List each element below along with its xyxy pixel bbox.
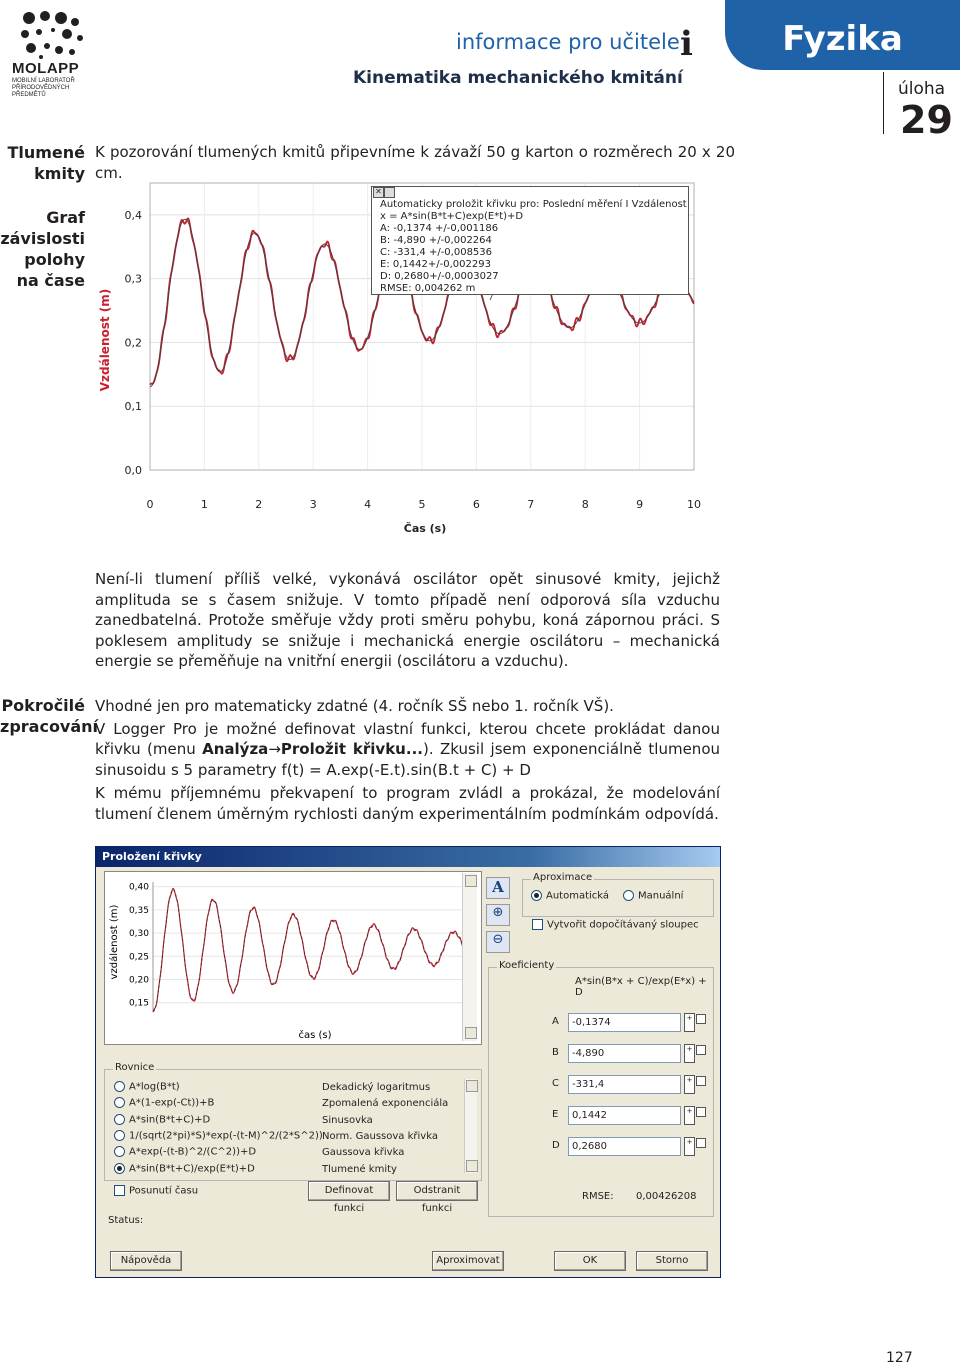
- paragraph-tlumeni: Není-li tlumení příliš velké, vykonává oscilátor opět sinusové kmity, jejichž amplituda se s časem snižuje. V tomto případě není odporová síla vzduchu zanedbatelná. Protože směřuje vždy proti směru pohybu, koná zápornou práci. S poklesem amplitudy se snižuje i mechanická energie oscilátoru – mechanická energie se přeměňuje na vnitřní energii (oscilátoru a vzduchu).: [95, 570, 720, 670]
- equation-radio-icon[interactable]: [114, 1146, 125, 1157]
- define-function-button[interactable]: Definovat funkci: [308, 1181, 390, 1201]
- dialog-titlebar: [96, 847, 720, 867]
- equation-name: Norm. Gaussova křivka: [322, 1130, 438, 1142]
- fit-box-lines: Automaticky proložit křivku pro: Poslední měření I Vzdálenost x = A*sin(B*t+C)exp(E*t)+D A: -0,1374 +/-0,001186 B: -4,890 +/-0,002264 C: -331,4 +/-0,008536 E: 0,1442+/-0,002293 D: 0,2680+/-0,0003027 RMSE: 0,004262 m: [380, 199, 687, 294]
- menu-analyza: Analýza: [202, 740, 269, 758]
- mini-fit-series: [153, 890, 465, 1012]
- coef-lock-icon[interactable]: [696, 1107, 706, 1117]
- x-tick-label: 9: [636, 498, 644, 511]
- radio-manual-icon[interactable]: [623, 890, 634, 901]
- coef-stepper-icon[interactable]: +: [684, 1106, 695, 1125]
- equation-option[interactable]: [114, 1097, 214, 1109]
- adv-logger-text: V Logger Pro je možné definovat vlastní funkci, kterou chcete prokládat danou křivku (menu Analýza→Proložit křivku...). Zkusil jsem exponenciálně tlumenou sinusoidu s 5 parametry f(t) = A.exp(-E.t).sin(B.t + C) + D: [95, 719, 721, 779]
- y-tick-label: 0,2: [124, 336, 142, 350]
- x-tick-label: 0: [146, 498, 154, 511]
- mini-graph: [104, 871, 482, 1045]
- section-pokrocile: Pokročilé zpracování: [0, 696, 99, 736]
- posunuti-checkbox[interactable]: Posunutí času: [114, 1185, 198, 1197]
- header-title: Kinematika mechanického kmitání: [353, 68, 683, 88]
- mini-y-tick-label: 0,35: [128, 905, 149, 916]
- mini-y-tick-label: 0,30: [128, 929, 149, 940]
- equation-scrollbar[interactable]: [464, 1079, 477, 1173]
- equation-option[interactable]: [114, 1163, 255, 1175]
- y-tick-label: 0,1: [124, 400, 142, 414]
- x-tick-label: 5: [418, 498, 426, 511]
- uloha-divider: [883, 72, 884, 134]
- minimize-icon[interactable]: [384, 187, 395, 198]
- tool-icons: [486, 877, 512, 957]
- equation-formula: A*sin(B*t+C)+D: [129, 1114, 211, 1126]
- x-tick-label: 3: [309, 498, 317, 511]
- header-info: informace pro učitele: [456, 30, 680, 54]
- molapp-logo: [12, 8, 92, 103]
- mini-measured-series: [153, 888, 465, 1011]
- coef-B-input[interactable]: -4,890: [568, 1044, 681, 1063]
- mini-y-label: vzdálenost (m): [109, 904, 120, 980]
- y-tick-label: 0,3: [124, 272, 142, 286]
- equation-formula: A*exp(-(t-B)^2/(C^2))+D: [129, 1146, 257, 1158]
- coef-C-input[interactable]: -331,4: [568, 1075, 681, 1094]
- paragraph-advanced: Vhodné jen pro matematicky zdatné (4. ročník SŠ nebo 1. ročník VŠ). V Logger Pro je možné definovat vlastní funkci, kterou chcete prokládat danou křivku (menu Analýza→Proložit křivku...). Zkusil jsem exponenciálně tlumenou sinusoidu s 5 parametry f(t) = A.exp(-E.t).sin(B.t + C) + D K mému příjemnému překvapení to program zvládl a prokázal, že modelování tlumení členem úměrným rychlosti daným experimentálním podmínkám odpovídá.: [95, 697, 721, 823]
- coef-stepper-icon[interactable]: +: [684, 1137, 695, 1156]
- coef-lock-icon[interactable]: [696, 1045, 706, 1055]
- equation-name: Zpomalená exponenciála: [322, 1098, 449, 1110]
- x-tick-label: 7: [527, 498, 535, 511]
- equation-radio-icon[interactable]: [114, 1081, 125, 1092]
- x-tick-label: 2: [255, 498, 263, 511]
- logo-subtitle: MOBILNÍ LABORATOŘ PŘÍRODOVĚDNÝCH PŘEDMĚTŮ: [12, 78, 75, 98]
- eq-scroll-up-icon[interactable]: [466, 1080, 478, 1092]
- x-tick-label: 1: [200, 498, 208, 511]
- page-number: 127: [886, 1350, 913, 1366]
- equation-radio-icon[interactable]: [114, 1130, 125, 1141]
- zoom-out-icon[interactable]: ⊖: [486, 931, 510, 953]
- equation-formula: A*(1-exp(-Ct))+B: [129, 1097, 215, 1109]
- equation-formula: 1/(sqrt(2*pi)*S)*exp(-(t-M)^2/(2*S^2)): [129, 1130, 323, 1142]
- remove-function-button[interactable]: Odstranit funkci: [396, 1181, 478, 1201]
- mini-y-tick-label: 0,25: [128, 952, 149, 963]
- close-icon[interactable]: ✕: [373, 187, 384, 198]
- fit-info-box[interactable]: [371, 186, 689, 295]
- equation-radio-icon[interactable]: [114, 1114, 125, 1125]
- equation-name: Sinusovka: [322, 1114, 373, 1126]
- y-axis-label: Vzdálenost (m): [98, 288, 112, 392]
- x-tick-label: 10: [687, 498, 701, 511]
- coef-A-input[interactable]: -0,1374: [568, 1013, 681, 1032]
- info-icon: i: [680, 24, 693, 64]
- coef-stepper-icon[interactable]: +: [684, 1075, 695, 1094]
- status-label: Status:: [108, 1215, 144, 1226]
- text-tool-icon[interactable]: A: [486, 877, 510, 899]
- equation-radio-icon[interactable]: [114, 1097, 125, 1108]
- radio-auto[interactable]: Automatická: [531, 890, 609, 902]
- coef-C-label: C: [552, 1078, 559, 1089]
- mini-y-tick-label: 0,20: [128, 975, 149, 986]
- arrow-icon: →: [268, 740, 281, 758]
- rmse-value: 0,00426208: [636, 1191, 697, 1202]
- mini-x-label: čas (s): [298, 1030, 332, 1041]
- checkbox-icon[interactable]: [532, 919, 543, 930]
- main-chart: [95, 180, 715, 540]
- x-axis-label: Čas (s): [403, 522, 447, 535]
- equation-radio-icon[interactable]: [114, 1163, 125, 1174]
- coef-E-input[interactable]: 0,1442: [568, 1106, 681, 1125]
- cancel-button[interactable]: Storno: [636, 1251, 708, 1271]
- mini-graph-scrollbar[interactable]: [462, 873, 477, 1041]
- coef-D-input[interactable]: 0,2680: [568, 1137, 681, 1156]
- curve-fit-dialog: [95, 846, 721, 1278]
- section-graf: Graf závislosti polohy na čase: [0, 208, 85, 290]
- mini-y-tick-label: 0,15: [128, 998, 149, 1009]
- rovnice-label: Rovnice: [115, 1062, 155, 1073]
- rmse-label: RMSE:: [582, 1191, 614, 1202]
- equation-option[interactable]: [114, 1081, 180, 1093]
- fit-box-titlebar: [372, 187, 394, 197]
- coef-E-label: E: [552, 1109, 559, 1120]
- x-tick-label: 4: [364, 498, 372, 511]
- y-tick-label: 0,0: [124, 464, 142, 477]
- coef-A-label: A: [552, 1016, 559, 1027]
- radio-auto-icon[interactable]: [531, 890, 542, 901]
- radio-manual[interactable]: Manuální: [623, 890, 683, 902]
- coef-D-label: D: [552, 1140, 560, 1151]
- mini-y-tick-label: 0,40: [128, 882, 149, 893]
- zoom-in-icon[interactable]: ⊕: [486, 904, 510, 926]
- equation-name: Tlumené kmity: [322, 1163, 397, 1175]
- logo-dots-icon: [17, 8, 87, 60]
- koeficienty-label: Koeficienty: [499, 960, 555, 971]
- dialog-title: Proložení křivky: [102, 850, 202, 863]
- subject-tab: Fyzika: [725, 0, 960, 70]
- eq-scroll-down-icon[interactable]: [466, 1160, 478, 1172]
- create-column-checkbox[interactable]: Vytvořit dopočítávaný sloupec: [532, 919, 699, 931]
- scroll-down-icon[interactable]: [465, 1027, 477, 1039]
- posunuti-checkbox-icon[interactable]: [114, 1185, 125, 1196]
- equation-formula: A*sin(B*t+C)/exp(E*t)+D: [129, 1163, 255, 1174]
- equation-option[interactable]: [114, 1114, 210, 1126]
- coef-lock-icon[interactable]: [696, 1138, 706, 1148]
- logo-word: MOLAPP: [12, 60, 80, 77]
- y-tick-label: 0,4: [124, 208, 142, 222]
- approximate-button[interactable]: Aproximovat: [432, 1251, 504, 1271]
- mini-graph-svg: [105, 872, 481, 1044]
- scroll-up-icon[interactable]: [465, 875, 477, 887]
- aproximace-group: [522, 872, 714, 917]
- equation-name: Gaussova křivka: [322, 1147, 405, 1159]
- section-tlumene-kmity: Tlumené kmity: [7, 143, 85, 183]
- coef-stepper-icon[interactable]: +: [684, 1013, 695, 1032]
- x-tick-label: 6: [472, 498, 480, 511]
- equation-formula: A*log(B*t): [129, 1081, 180, 1093]
- ok-button[interactable]: OK: [554, 1251, 626, 1271]
- equation-option[interactable]: [114, 1130, 323, 1142]
- coef-lock-icon[interactable]: [696, 1014, 706, 1024]
- coef-lock-icon[interactable]: [696, 1076, 706, 1086]
- koef-formula: A*sin(B*x + C)/exp(E*x) + D: [575, 976, 707, 998]
- coef-stepper-icon[interactable]: +: [684, 1044, 695, 1063]
- x-tick-label: 8: [581, 498, 589, 511]
- help-button[interactable]: Nápověda: [110, 1251, 182, 1271]
- aproximace-label: Aproximace: [533, 872, 593, 883]
- formula: f(t) = A.exp(-E.t).sin(B.t + C) + D: [281, 760, 531, 779]
- intro-text: K pozorování tlumených kmitů připevníme k závaží 50 g karton o rozměrech 20 x 20 cm.: [95, 143, 735, 182]
- coef-B-label: B: [552, 1047, 559, 1058]
- uloha-number: 29: [900, 98, 953, 142]
- equation-option[interactable]: [114, 1146, 256, 1158]
- uloha-label: úloha: [898, 79, 946, 99]
- equation-name: Dekadický logaritmus: [322, 1082, 431, 1093]
- menu-prolozit: Proložit křivku...: [280, 740, 423, 758]
